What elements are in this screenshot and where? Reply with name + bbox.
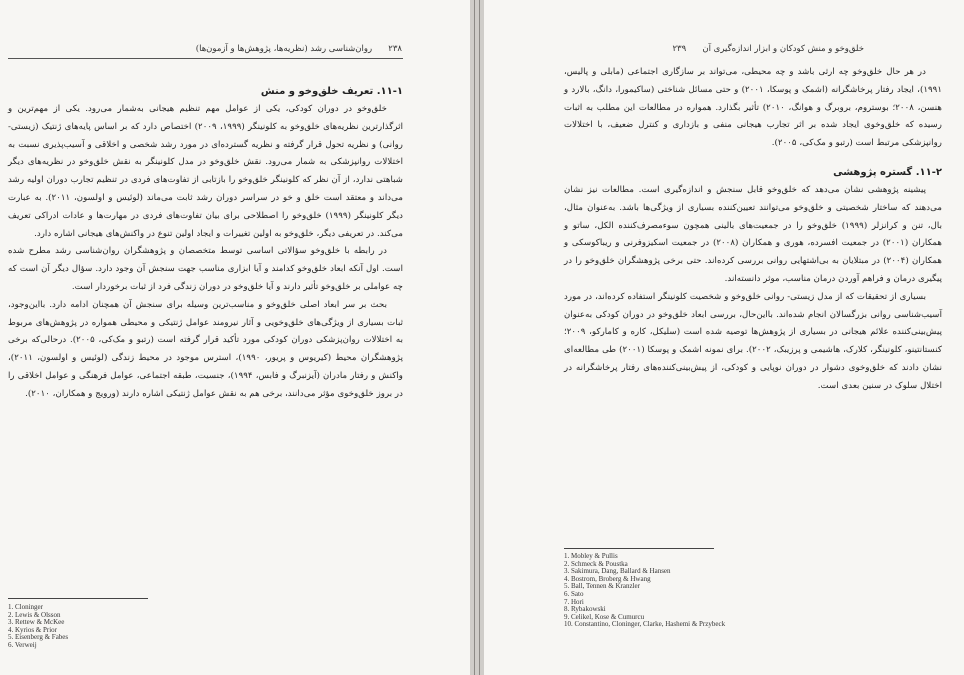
- footnote: 2. Lewis & Olsson: [8, 610, 61, 619]
- footnote: 3. Rettew & McKee: [8, 618, 65, 627]
- footnote: 6. Verweij: [8, 640, 37, 649]
- footnote: 5. Ball, Tennen & Kranzler: [564, 582, 640, 591]
- section-title-11-1: ۱۱-۱. تعریف خلق‌وخو و منش: [260, 86, 403, 97]
- right-page: [484, 0, 964, 675]
- left-page-number: ۲۳۸: [388, 44, 402, 54]
- left-paragraph-2: در رابطه با خلق‌وخو سؤالاتی اساسی توسط متخصصان و پژوهشگران روان‌شناسی رشد مطرح شده است. اول آنکه ابعاد خلق‌وخو کدامند و آیا ابزاری مناسب جهت سنجش آن وجود دارد. سؤال دیگر آن است که چه عواملی بر خلق‌وخو تأثیر دارند و آیا خلق‌وخو در دوران زندگی فرد از ثبات برخوردار است.: [8, 246, 403, 292]
- left-footnotes: [8, 604, 228, 650]
- book-gutter: [470, 0, 484, 675]
- footnote: 4. Bostrom, Broberg & Hwang: [564, 574, 651, 583]
- right-footnote-rule: [564, 548, 714, 549]
- footnote: 3. Sakimura, Dang, Ballard & Hansen: [564, 567, 671, 576]
- left-header-rule: [8, 58, 403, 59]
- footnote: 8. Rybakowski: [564, 605, 606, 614]
- footnote: 6. Sato: [564, 589, 584, 598]
- right-footnotes: [564, 553, 864, 629]
- left-footnote-rule: [8, 598, 148, 599]
- left-paragraph-3: بحث بر سر ابعاد اصلی خلق‌وخو و مناسب‌ترین وسیله برای سنجش آن همچنان ادامه دارد. بااین‌وجود، ثبات بسیاری از ویژگی‌های خلق‌وخویی و آثار نیرومند عوامل ژنتیکی و محیطی همواره در پژوهش‌های مربوط به اختلالات روان‌پزشکی دوران کودکی مورد تأکید قرار گرفته است (رتبو و مک‌کی، ۲۰۰۵). درحالی‌که برخی پژوهشگران محیط (کیریوس و پریور، ۱۹۹۰)، استرس موجود در محیط زندگی (لوئیس و اولسون، ۲۰۱۱)، واکنش و رفتار مادران (آیزنبرگ و فابس، ۱۹۹۴)، جنسیت، طبقه اجتماعی، عوامل فرهنگی و عوامل اخلاقی را در بروز خلق‌وخوی مؤثر می‌دانند، برخی هم به نقش عوامل ژنتیکی اشاره دارند (ورویج و همکاران، ۲۰۱۰).: [8, 299, 403, 399]
- right-page-number: ۲۳۹: [672, 44, 687, 54]
- left-running-title: روان‌شناسی رشد (نظریه‌ها، پژوهش‌ها و آزمون‌ها): [195, 44, 373, 54]
- right-paragraph-top: در هر حال خلق‌وخو چه ارثی باشد و چه محیطی، می‌تواند بر سازگاری اجتماعی (مابلی و پالیس، ۱۹۹۱)، ایجاد رفتار پرخاشگرانه (اشمک و پوسکا، ۲۰۰۱) و حتی مسائل شناختی (ساکیمورا، دانگ، بالارد و هنسن، ۲۰۰۸؛ بوستروم، بروبرگ و هوانگ، ۲۰۱۰) تأثیر بگذارد. همواره در مطالعات این مطلب به اثبات رسیده که خلق‌وخوی ایجاد شده بر اثر تجارب هیجانی منفی و بازداری و کنترل ضعیف، با اختلالات روانپزشکی مرتبط است (رتبو و مک‌کی، ۲۰۰۵).: [564, 67, 942, 149]
- left-paragraph-1: خلق‌وخو در دوران کودکی، یکی از عوامل مهم تنظیم هیجانی به‌شمار می‌رود. یکی از مهم‌ترین و اثرگذارترین نظریه‌های خلق‌وخو به کلونینگر (۱۹۹۹، ۲۰۰۹) اختصاص دارد که بر اساس پایه‌های ژنتیک (زیستی- روانی) و نظریه تحول قرار گرفته و نظریه گسترده‌ای در مورد رشد شخصی و اخلاقی و آسیب‌پذیری نسبت به اختلالات روانپزشکی به شمار می‌رود. نقش خلق‌وخو در مدل کلونینگر به نقش خلق‌وخو در نظریه‌های دیگر شباهتی ندارد، از آن نظر که کلونینگر خلق‌وخو را بازتابی از تفاوت‌های فردی در تنظیم تجارب دوران اولیه رشد می‌داند و معتقد است خلق و خو در سراسر دوران رشد ثابت می‌ماند (لوئیس و اولسون، ۲۰۱۱). به عبارت دیگر کلونینگر (۱۹۹۹) خلق‌وخو را اصطلاحی برای بیان تفاوت‌های فردی در مهارت‌ها و عادات ادراکی تعریف می‌کند. در تعریفی دیگر، خلق‌وخو به اولین تغییرات و ایجاد اولین تنوع در واکنش‌های هیجانی اشاره دارد.: [8, 104, 404, 239]
- footnote: 10. Constantino, Cloninger, Clarke, Hashemi & Przybeck: [564, 620, 726, 629]
- right-running-title: خلق‌وخو و منش کودکان و ابزار اندازه‌گیری آن: [702, 44, 864, 54]
- right-paragraph-2: بسیاری از تحقیقات که از مدل زیستی- روانی خلق‌وخو و شخصیت کلونینگر استفاده کرده‌اند، در مورد آسیب‌شناسی روانی بزرگسالان انجام شده‌اند. بااین‌حال، بررسی ابعاد خلق‌وخو در دوران کودکی به‌عنوان پیش‌بینی‌کننده علائم هیجانی در بسیاری از پژوهش‌ها توصیه شده است (سلیکل، کاره و کامارکو، ۲۰۰۹؛ کنستانتینو، کلونینگر، کلارک، هاشیمی و پرزیبک، ۲۰۰۲). برای نمونه اشمک و پوسکا (۲۰۰۱) طی مطالعه‌ای نشان دادند که خلق‌وخوی دشوار در دوران نوپایی و کودکی، از پیش‌بینی‌کننده‌های رفتار پرخاشگرانه در اختلال سلوک در سنین بعدی است.: [564, 291, 942, 391]
- left-page: [0, 0, 470, 675]
- left-body-text: [8, 82, 403, 404]
- footnote: 1. Mobley & Pullis: [564, 552, 618, 560]
- section-title-11-2: ۱۱-۲. گستره پژوهشی: [833, 166, 942, 178]
- right-body-text: [564, 64, 942, 396]
- footnote: 4. Kyrios & Prior: [8, 625, 57, 634]
- right-running-head: [566, 44, 864, 54]
- footnote: 2. Schmeck & Poustka: [564, 559, 628, 568]
- footnote: 1. Cloninger: [8, 603, 43, 611]
- left-running-head: [170, 44, 402, 54]
- footnote: 9. Celikel, Kose & Cumurcu: [564, 612, 645, 621]
- footnote: 5. Eisenberg & Fabes: [8, 633, 69, 642]
- footnote: 7. Hori: [564, 597, 584, 606]
- right-paragraph-1: پیشینه پژوهشی نشان می‌دهد که خلق‌وخو قابل سنجش و اندازه‌گیری است. مطالعات نیز نشان می‌دهند که ساختار شخصیتی و خلق‌وخو می‌توانند تعیین‌کننده بسیاری از ویژگی‌ها باشد. به‌عنوان مثال، بال، تنن و کرانزلر (۱۹۹۹) خلق‌وخو را در جمعیت‌های بالینی همچون سوءمصرف‌کننده الکل، ساتو و همکاران (۲۰۰۱) در جمعیت افسرده، هوری و همکاران (۲۰۰۸) در جمعیت اسکیزوفرنی و ریباکوسکی و همکاران (۲۰۰۴) در مبتلایان به بی‌اشتهایی روانی بررسی کرده‌اند. حتی برخی پژوهشگران خلق‌وخو را در پیگیری درمان و فراهم آوردن درمان مناسب، موثر دانسته‌اند.: [564, 184, 942, 284]
